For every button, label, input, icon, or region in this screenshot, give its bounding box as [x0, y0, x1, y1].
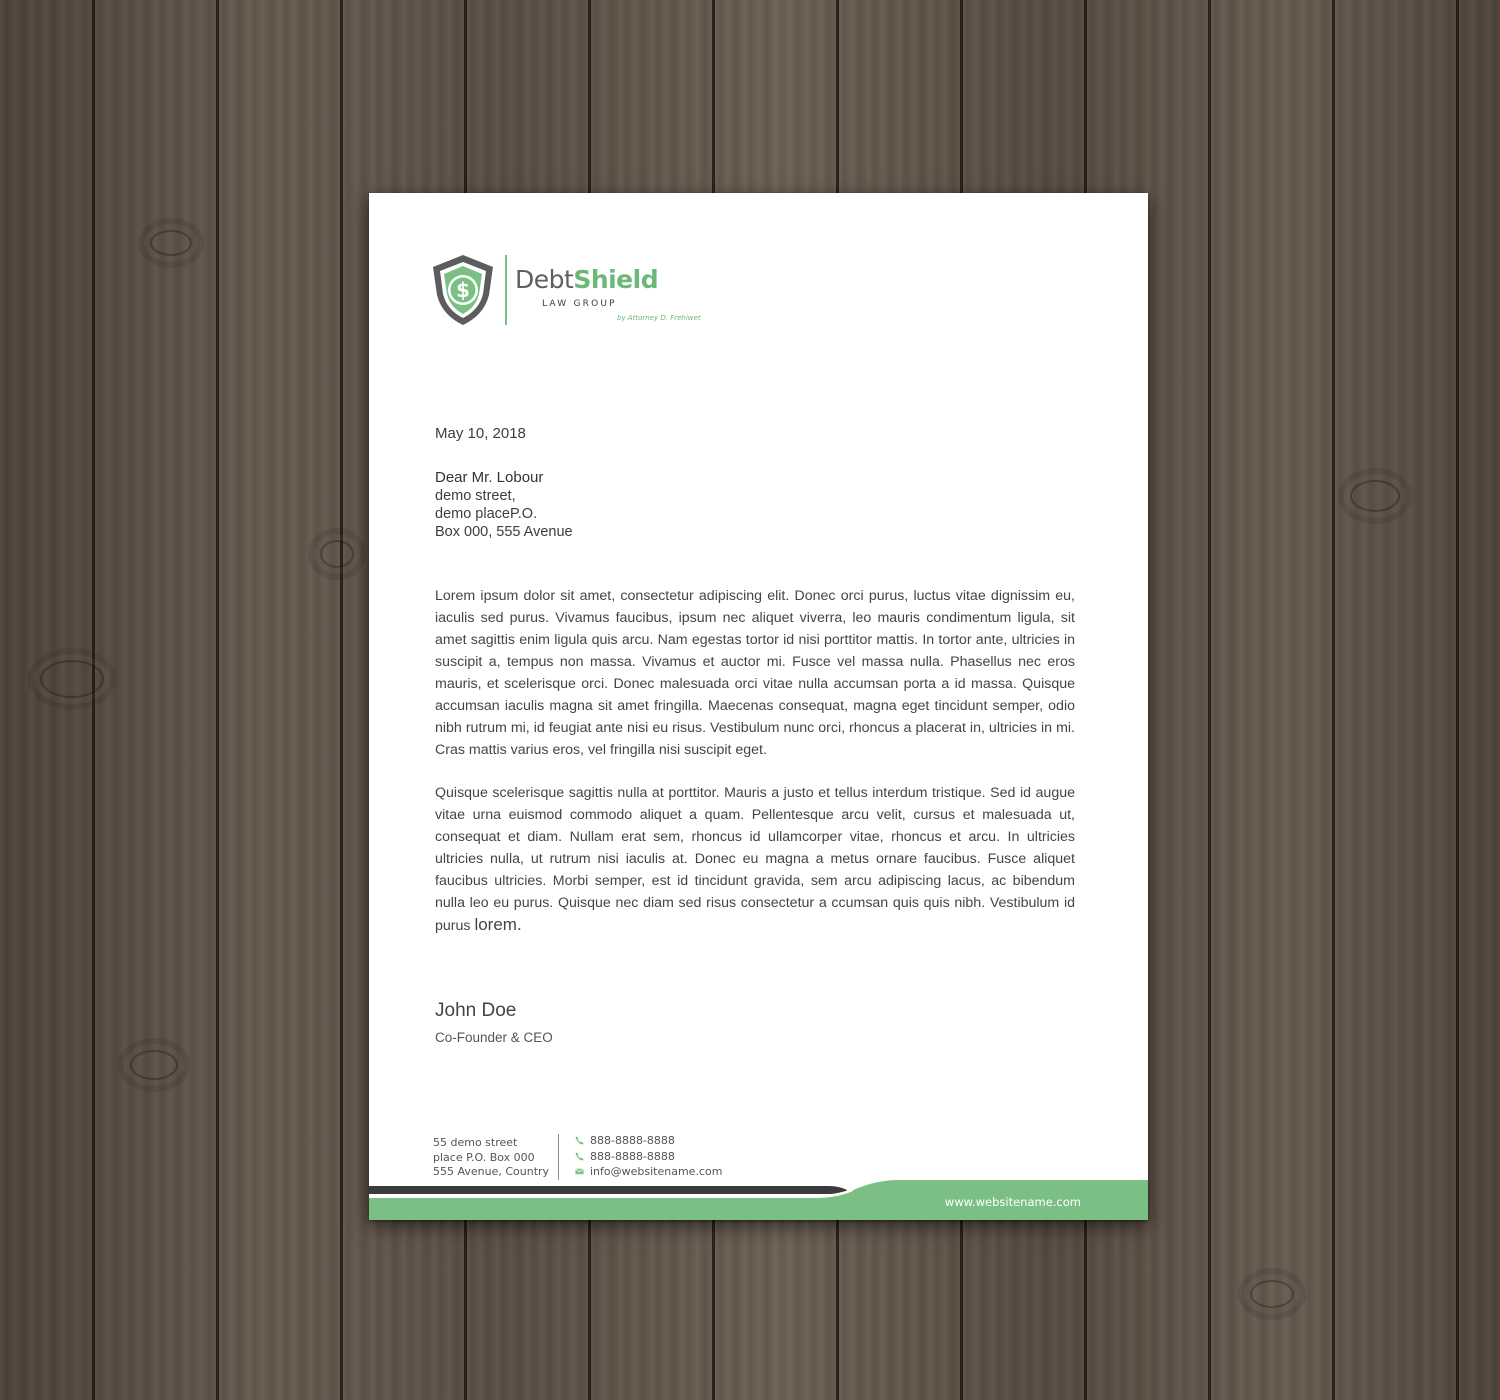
signature-title: Co-Founder & CEO [435, 1030, 553, 1045]
envelope-icon [575, 1167, 584, 1176]
phone-icon [575, 1136, 584, 1145]
brand-subtitle: LAW GROUP [542, 299, 617, 309]
footer-address-line: 555 Avenue, Country [433, 1165, 550, 1178]
footer-phone-1: 888-8888-8888 [590, 1134, 675, 1147]
footer-phone-2: 888-8888-8888 [590, 1149, 675, 1163]
company-logo [429, 251, 701, 331]
wood-knot [320, 540, 354, 568]
phone-icon [575, 1152, 584, 1161]
body-paragraph-2-last-word: lorem. [474, 915, 522, 934]
recipient-address-line: demo placeP.O. [435, 506, 538, 522]
footer-phone-row [575, 1133, 722, 1149]
body-paragraph-2-text: Quisque scelerisque sagittis nulla at porttitor. Mauris a justo et tellus interdum tristique. Sed id augue vitae urna euismod commodo aliquet a quam. Pellentesque arcu velit, cursus et malesuada ut, consequat et diam. Nullam erat sem, rhoncus id ullamcorper vitae, rhoncus et arcu. In ultricies ultricies nulla, ut rutrum nisi iaculis at. Donec eu magna a metus ornare faucibus. Fusce aliquet faucibus ultricies. Morbi semper, est id tincidunt gravida, sem arcu adipiscing lacus, ac bibendum nulla leo eu purus. Quisque nec diam sed risus consectetur a ccumsan quis quis nibh. Vestibulum id purus [435, 785, 1075, 934]
body-paragraph-2 [435, 782, 1075, 937]
footer-phone-row [575, 1149, 722, 1165]
wood-knot [40, 660, 104, 698]
shield-dollar-sign: $ [456, 278, 470, 302]
footer-address-line: place P.O. Box 000 [433, 1150, 535, 1164]
shield-dollar-icon [429, 253, 497, 327]
wood-knot [1250, 1280, 1294, 1308]
footer-address [433, 1136, 549, 1180]
footer-email: info@websitename.com [590, 1165, 723, 1178]
letterhead-page [369, 193, 1148, 1220]
brand-name [515, 265, 658, 294]
footer-contact [575, 1133, 722, 1180]
recipient-block [435, 469, 1075, 541]
footer-email-row [575, 1164, 722, 1180]
brand-byline: by Attorney D. Frehiwet [617, 314, 701, 322]
salutation: Dear Mr. Lobour [435, 469, 544, 486]
wood-knot [1350, 480, 1400, 512]
recipient-address-line: demo street, [435, 488, 516, 504]
body-paragraph-1: Lorem ipsum dolor sit amet, consectetur adipiscing elit. Donec orci purus, luctus vitae dignissim eu, iaculis sed purus. Vivamus faucibus, ipsum nec aliquet viverra, leo mauris condimentum ligula, sit amet sagittis enim ligula quis arcu. Nam egestas tortor id nisi porttitor mattis. In tortor ante, ultricies in suscipit a, tempus non massa. Vivamus et auctor mi. Fusce vel massa nulla. Phasellus nec eros mauris, et scelerisque orci. Donec malesuada orci vitae nulla accumsan porta a id massa. Quisque accumsan iaculis magna sit amet fringilla. Maecenas consequat, magna eget tincidunt semper, odio nibh rutrum mi, id feugiat ante nisi eu risus. Vestibulum nunc orci, rhoncus a placerat in, ultricies in mi. Cras mattis varius eros, vel fringilla nisi suscipit eget. [435, 588, 1075, 758]
footer-divider [558, 1134, 559, 1180]
footer-address-line: 55 demo street [433, 1136, 518, 1149]
brand-name-debt: Debt [515, 265, 574, 294]
brand-name-shield: Shield [573, 265, 659, 294]
signature-name: John Doe [435, 1000, 517, 1021]
footer-website: www.websitename.com [944, 1195, 1081, 1209]
wood-knot [150, 230, 192, 256]
wood-knot [130, 1050, 178, 1080]
recipient-address-line: Box 000, 555 Avenue [435, 524, 573, 540]
letter-date: May 10, 2018 [435, 425, 526, 442]
logo-divider [505, 255, 507, 325]
